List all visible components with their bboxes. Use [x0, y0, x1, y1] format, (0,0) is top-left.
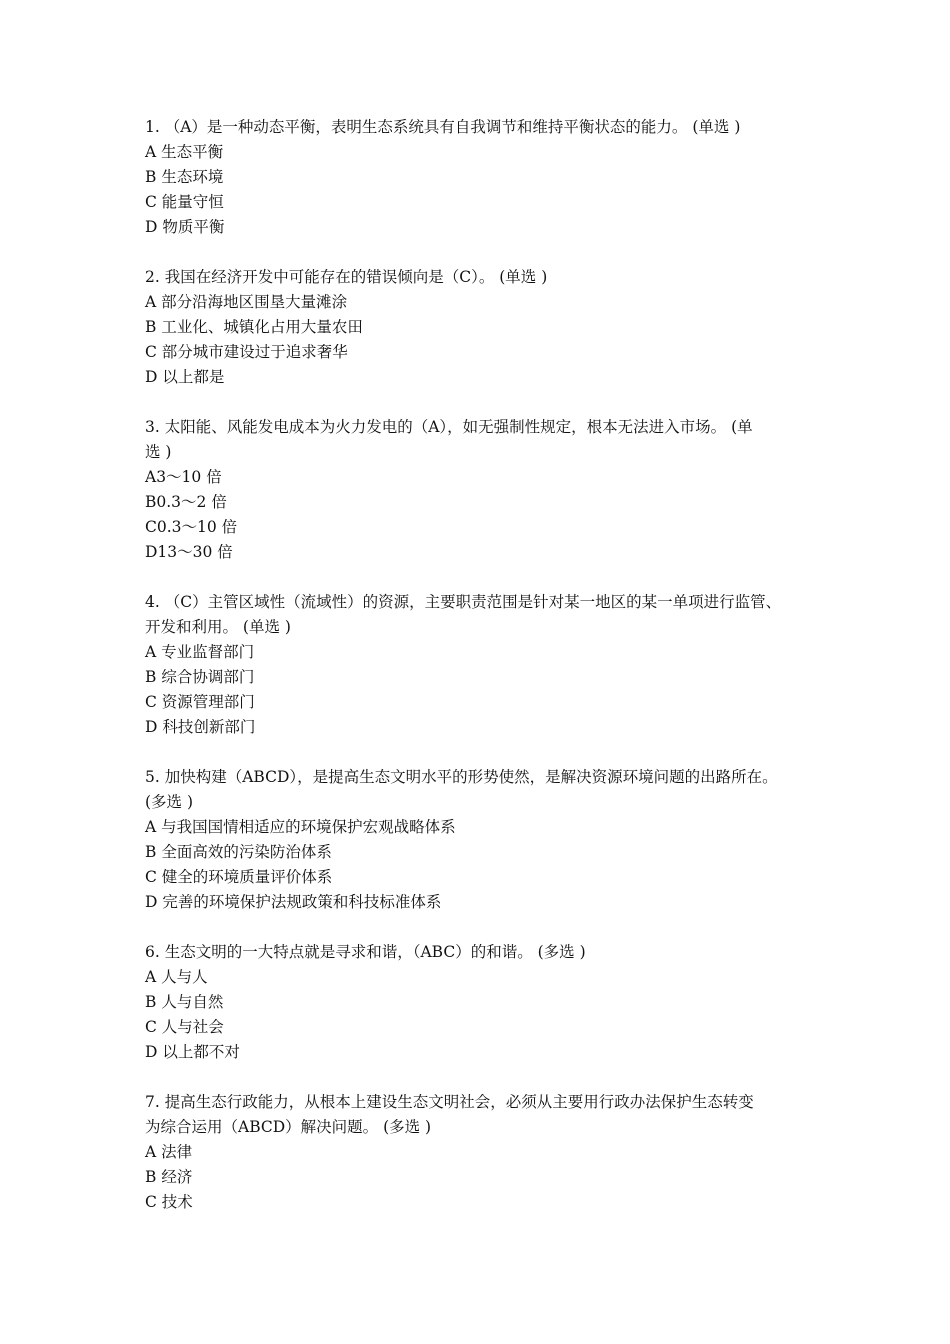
option-b: B 综合协调部门	[145, 668, 255, 686]
option-c: C 技术	[145, 1193, 193, 1211]
question-stem: 6. 生态文明的一大特点就是寻求和谐，（ABC）的和谐。 (多选 )	[145, 943, 586, 961]
option-b: B 工业化、城镇化占用大量农田	[145, 318, 363, 336]
option-c: C 资源管理部门	[145, 693, 255, 711]
question-4	[145, 590, 815, 740]
question-stem: 5. 加快构建（ABCD），是提高生态文明水平的形势使然，是解决资源环境问题的出路所在。	[145, 768, 778, 786]
option-c: C0.3～10 倍	[145, 518, 238, 536]
question-stem-continued: (多选 )	[145, 793, 194, 811]
question-7	[145, 1090, 815, 1215]
option-c: C 人与社会	[145, 1018, 224, 1036]
option-d: D 物质平衡	[145, 218, 225, 236]
document-page	[145, 115, 815, 1240]
question-stem: 2. 我国在经济开发中可能存在的错误倾向是（C）。 (单选 )	[145, 268, 548, 286]
option-d: D 科技创新部门	[145, 718, 256, 736]
question-stem: 7. 提高生态行政能力，从根本上建设生态文明社会，必须从主要用行政办法保护生态转变	[145, 1093, 754, 1111]
option-d: D 以上都是	[145, 368, 225, 386]
question-stem-continued: 为综合运用（ABCD）解决问题。 (多选 )	[145, 1118, 432, 1136]
option-c: C 健全的环境质量评价体系	[145, 868, 333, 886]
option-b: B 经济	[145, 1168, 193, 1186]
option-a: A 法律	[145, 1143, 193, 1161]
option-c: C 部分城市建设过于追求奢华	[145, 343, 348, 361]
question-stem: 3. 太阳能、风能发电成本为火力发电的（A），如无强制性规定，根本无法进入市场。 (单	[145, 418, 753, 436]
question-3	[145, 415, 815, 565]
option-b: B 生态环境	[145, 168, 224, 186]
option-a: A 与我国国情相适应的环境保护宏观战略体系	[145, 818, 456, 836]
question-stem-continued: 选 )	[145, 443, 172, 461]
question-2	[145, 265, 815, 390]
option-a: A3～10 倍	[145, 468, 222, 486]
question-stem-continued: 开发和利用。 (单选 )	[145, 618, 291, 636]
option-a: A 人与人	[145, 968, 208, 986]
question-5	[145, 765, 815, 915]
option-d: D13～30 倍	[145, 543, 233, 561]
option-a: A 专业监督部门	[145, 643, 255, 661]
option-b: B 人与自然	[145, 993, 224, 1011]
option-b: B0.3～2 倍	[145, 493, 227, 511]
question-1	[145, 115, 815, 240]
question-6	[145, 940, 815, 1065]
option-b: B 全面高效的污染防治体系	[145, 843, 332, 861]
option-d: D 完善的环境保护法规政策和科技标准体系	[145, 893, 442, 911]
option-d: D 以上都不对	[145, 1043, 240, 1061]
question-stem: 1. （A）是一种动态平衡，表明生态系统具有自我调节和维持平衡状态的能力。 (单选 )	[145, 118, 741, 136]
option-a: A 生态平衡	[145, 143, 224, 161]
option-a: A 部分沿海地区围垦大量滩涂	[145, 293, 348, 311]
option-c: C 能量守恒	[145, 193, 224, 211]
question-stem: 4. （C）主管区域性（流域性）的资源，主要职责范围是针对某一地区的某一单项进行监管、	[145, 593, 782, 611]
